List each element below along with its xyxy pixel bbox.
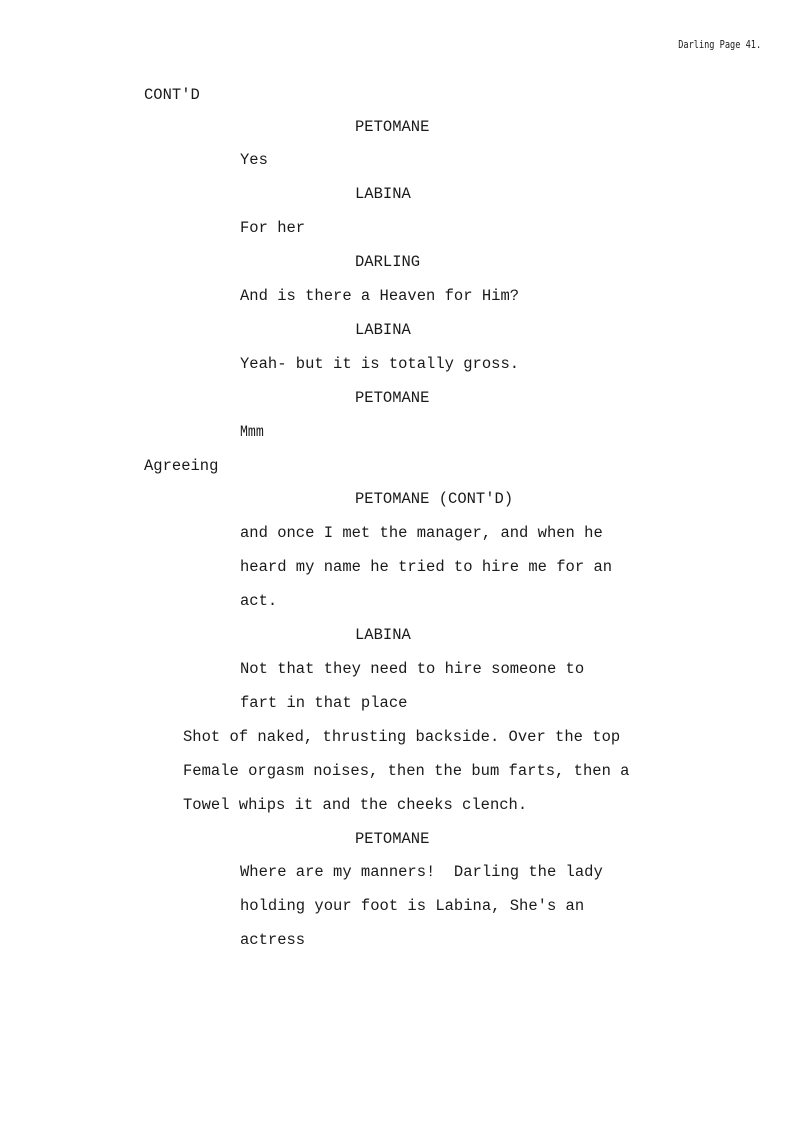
dialogue-line: Not that they need to hire someone to: [240, 660, 585, 678]
contd-transition: CONT'D: [144, 86, 200, 104]
dialogue-line: heard my name he tried to hire me for an: [240, 558, 613, 576]
dialogue-line-wrapper: [240, 423, 268, 441]
dialogue-line: fart in that place: [240, 694, 408, 712]
dialogue-line: For her: [240, 219, 306, 237]
character-cue-petomane: PETOMANE: [355, 118, 430, 136]
dialogue-line: and once I met the manager, and when he: [240, 524, 603, 542]
character-cue-labina: LABINA: [355, 626, 411, 644]
action-line: Shot of naked, thrusting backside. Over the top: [183, 728, 621, 746]
character-cue-petomane-contd: PETOMANE (CONT'D): [355, 490, 514, 508]
action-line: Agreeing: [144, 457, 219, 475]
dialogue-line: Where are my manners! Darling the lady: [240, 863, 603, 881]
character-cue-darling: DARLING: [355, 253, 421, 271]
action-line: Towel whips it and the cheeks clench.: [183, 796, 528, 814]
dialogue-line: Yes: [240, 151, 268, 169]
dialogue-line: And is there a Heaven for Him?: [240, 287, 520, 305]
action-line: Female orgasm noises, then the bum farts, then a: [183, 762, 630, 780]
dialogue-line: Mmm: [240, 423, 264, 441]
character-cue-petomane: PETOMANE: [355, 830, 430, 848]
character-cue-labina: LABINA: [355, 321, 411, 339]
page-number-header: Darling Page 41.: [678, 39, 761, 51]
dialogue-line: Yeah- but it is totally gross.: [240, 355, 520, 373]
character-cue-labina: LABINA: [355, 185, 411, 203]
dialogue-line: actress: [240, 931, 306, 949]
dialogue-line: act.: [240, 592, 278, 610]
dialogue-line: holding your foot is Labina, She's an: [240, 897, 585, 915]
character-cue-petomane: PETOMANE: [355, 389, 430, 407]
